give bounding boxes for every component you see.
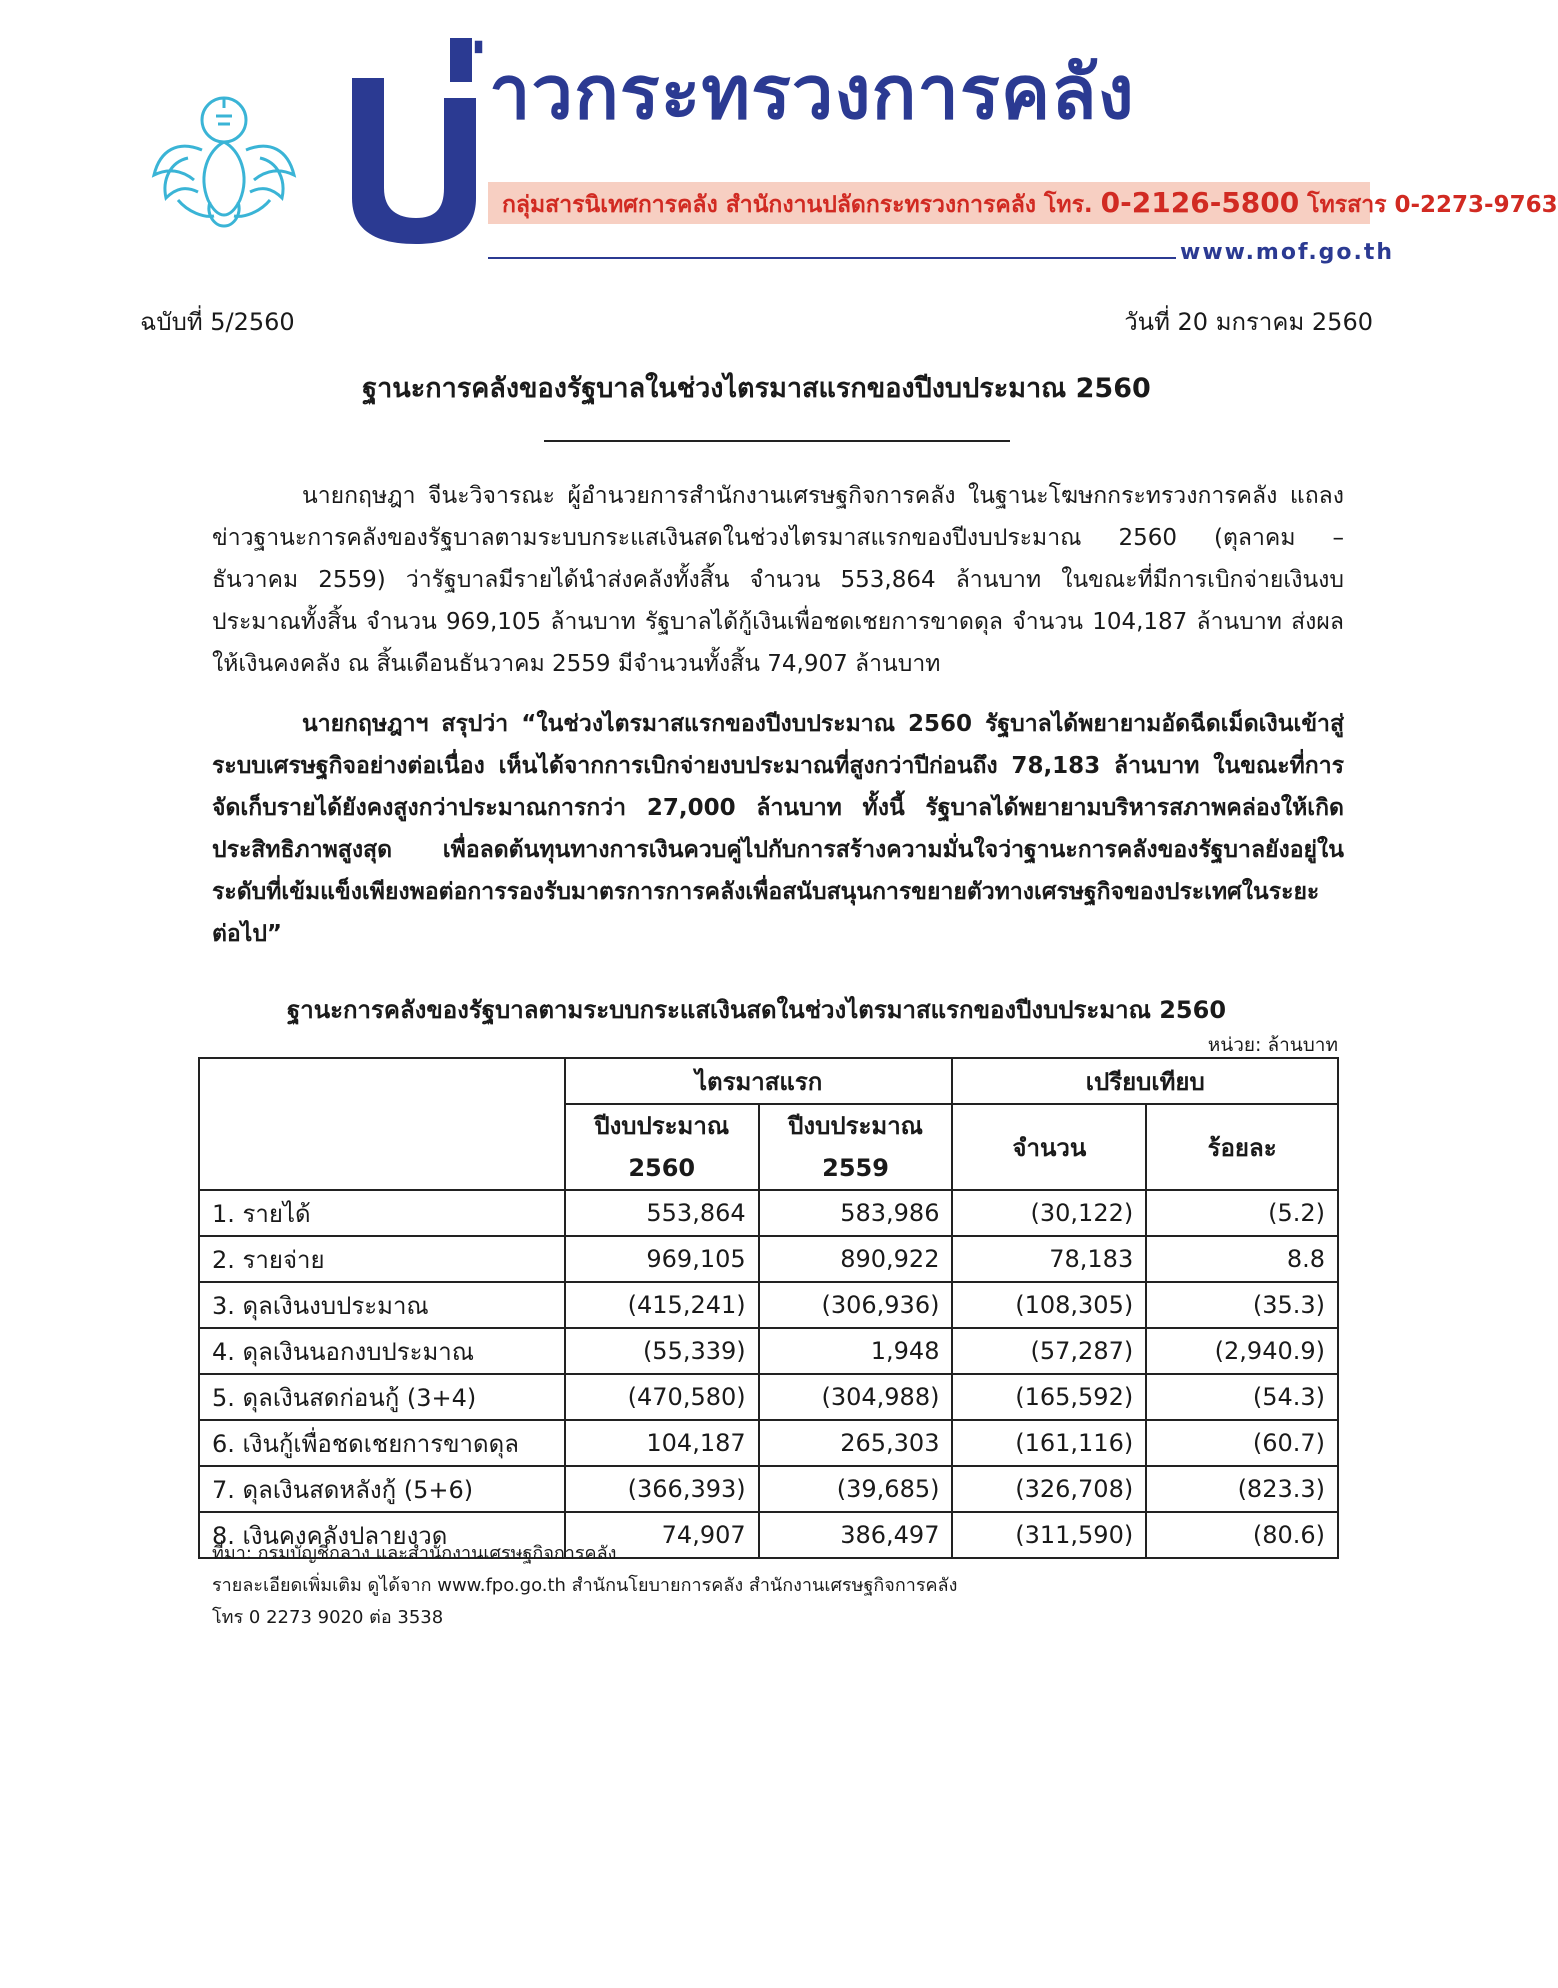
logo-title-text: ่าวกระทรวงการคลัง xyxy=(488,50,1135,136)
cell-amount: (57,287) xyxy=(952,1328,1146,1374)
row-label: 7. ดุลเงินสดหลังกู้ (5+6) xyxy=(199,1466,565,1512)
cell-fy2559: (306,936) xyxy=(759,1282,953,1328)
cell-fy2559: 386,497 xyxy=(759,1512,953,1558)
cell-percent: (35.3) xyxy=(1146,1282,1338,1328)
cell-amount: 78,183 xyxy=(952,1236,1146,1282)
table-row xyxy=(199,1282,1338,1328)
note-details: รายละเอียดเพิ่มเติม ดูได้จาก www.fpo.go.th สำนักนโยบายการคลัง สำนักงานเศรษฐกิจการคลัง xyxy=(212,1575,958,1596)
table-unit: หน่วย: ล้านบาท xyxy=(1207,1034,1338,1056)
cell-percent: (2,940.9) xyxy=(1146,1328,1338,1374)
table-row xyxy=(199,1328,1338,1374)
cell-fy2559: 583,986 xyxy=(759,1190,953,1236)
cell-percent: (54.3) xyxy=(1146,1374,1338,1420)
issue-number: ฉบับที่ 5/2560 xyxy=(140,308,295,336)
cell-fy2560: 104,187 xyxy=(565,1420,759,1466)
header-fy2560 xyxy=(565,1104,759,1190)
header-fy2559-line2: 2559 xyxy=(822,1154,889,1182)
row-label: 3. ดุลเงินงบประมาณ xyxy=(199,1282,565,1328)
cell-percent: (80.6) xyxy=(1146,1512,1338,1558)
header-fy2559 xyxy=(759,1104,953,1190)
cell-amount: (108,305) xyxy=(952,1282,1146,1328)
cell-percent: (60.7) xyxy=(1146,1420,1338,1466)
header-fy2560-line2: 2560 xyxy=(628,1154,696,1182)
cell-amount: (311,590) xyxy=(952,1512,1146,1558)
table-row xyxy=(199,1466,1338,1512)
logo-title xyxy=(488,50,1135,136)
header-rule xyxy=(488,257,1176,259)
cell-amount: (165,592) xyxy=(952,1374,1146,1420)
cell-fy2559: 890,922 xyxy=(759,1236,953,1282)
contact-bar xyxy=(488,182,1558,224)
table-row xyxy=(199,1190,1338,1236)
header-amount: จำนวน xyxy=(952,1104,1146,1190)
footer-notes xyxy=(212,1538,957,1634)
header-fy2560-line1: ปีงบประมาณ xyxy=(594,1112,730,1140)
header-percent: ร้อยละ xyxy=(1146,1104,1338,1190)
fiscal-table xyxy=(198,1057,1339,1559)
paragraph-intro: นายกฤษฎา จีนะวิจารณะ ผู้อำนวยการสำนักงานเศรษฐกิจการคลัง ในฐานะโฆษกกระทรวงการคลัง แถลงข่าวฐานะการคลังของรัฐบาลตามระบบกระแสเงินสดในช่วงไตรมาสแรกของปีงบประมาณ 2560 (ตุลาคม – ธันวาคม 2559) ว่ารัฐบาลมีรายได้นำส่งคลังทั้งสิ้น จำนวน 553,864 ล้านบาท ในขณะที่มีการเบิกจ่ายเงินงบประมาณทั้งสิ้น จำนวน 969,105 ล้านบาท รัฐบาลได้กู้เงินเพื่อชดเชยการขาดดุล จำนวน 104,187 ล้านบาท ส่งผลให้เงินคงคลัง ณ สิ้นเดือนธันวาคม 2559 มีจำนวนทั้งสิ้น 74,907 ล้านบาท xyxy=(212,483,1344,677)
row-label: 8. เงินคงคลังปลายงวด xyxy=(199,1512,565,1558)
header-compare: เปรียบเทียบ xyxy=(952,1058,1338,1104)
note-phone: โทร 0 2273 9020 ต่อ 3538 xyxy=(212,1607,444,1628)
cell-fy2559: 1,948 xyxy=(759,1328,953,1374)
issue-date: วันที่ 20 มกราคม 2560 xyxy=(1124,308,1373,336)
cell-fy2560: (366,393) xyxy=(565,1466,759,1512)
row-label: 2. รายจ่าย xyxy=(199,1236,565,1282)
cell-fy2560: (55,339) xyxy=(565,1328,759,1374)
cell-amount: (161,116) xyxy=(952,1420,1146,1466)
cell-percent: (5.2) xyxy=(1146,1190,1338,1236)
cell-fy2560: 553,864 xyxy=(565,1190,759,1236)
cell-amount: (30,122) xyxy=(952,1190,1146,1236)
cell-fy2559: (304,988) xyxy=(759,1374,953,1420)
header-quarter: ไตรมาสแรก xyxy=(565,1058,953,1104)
row-label: 6. เงินกู้เพื่อชดเชยการขาดดุล xyxy=(199,1420,565,1466)
table-row xyxy=(199,1420,1338,1466)
logo-big-letter-icon xyxy=(344,38,484,248)
cell-fy2560: 969,105 xyxy=(565,1236,759,1282)
contact-prefix: กลุ่มสารนิเทศการคลัง สำนักงานปลัดกระทรวงการคลัง โทร. xyxy=(502,192,1093,218)
website-link[interactable]: www.mof.go.th xyxy=(1180,240,1395,265)
contact-phone: 0-2126-5800 xyxy=(1100,186,1300,219)
cell-percent: 8.8 xyxy=(1146,1236,1338,1282)
cell-amount: (326,708) xyxy=(952,1466,1146,1512)
cell-percent: (823.3) xyxy=(1146,1466,1338,1512)
table-corner-cell xyxy=(199,1058,565,1190)
cell-fy2559: 265,303 xyxy=(759,1420,953,1466)
title-underline xyxy=(544,440,1010,442)
table-row xyxy=(199,1236,1338,1282)
cell-fy2560: (470,580) xyxy=(565,1374,759,1420)
page-title: ฐานะการคลังของรัฐบาลในช่วงไตรมาสแรกของปีงบประมาณ 2560 xyxy=(362,373,1151,404)
cell-fy2560: 74,907 xyxy=(565,1512,759,1558)
cell-fy2559: (39,685) xyxy=(759,1466,953,1512)
table-title: ฐานะการคลังของรัฐบาลตามระบบกระแสเงินสดในช่วงไตรมาสแรกของปีงบประมาณ 2560 xyxy=(286,996,1227,1024)
garuda-seal-icon xyxy=(148,80,300,230)
note-source: ที่มา: กรมบัญชีกลาง และสำนักงานเศรษฐกิจการคลัง xyxy=(212,1543,617,1564)
row-label: 4. ดุลเงินนอกงบประมาณ xyxy=(199,1328,565,1374)
table-row xyxy=(199,1374,1338,1420)
cell-fy2560: (415,241) xyxy=(565,1282,759,1328)
header-fy2559-line1: ปีงบประมาณ xyxy=(788,1112,923,1140)
row-label: 1. รายได้ xyxy=(199,1190,565,1236)
paragraph-summary: นายกฤษฎาฯ สรุปว่า “ในช่วงไตรมาสแรกของปีงบประมาณ 2560 รัฐบาลได้พยายามอัดฉีดเม็ดเงินเข้าสู่ระบบเศรษฐกิจอย่างต่อเนื่อง เห็นได้จากการเบิกจ่ายงบประมาณที่สูงกว่าปีก่อนถึง 78,183 ล้านบาท ในขณะที่การจัดเก็บรายได้ยังคงสูงกว่าประมาณการกว่า 27,000 ล้านบาท ทั้งนี้ รัฐบาลได้พยายามบริหารสภาพคล่องให้เกิดประสิทธิภาพสูงสุด เพื่อลดต้นทุนทางการเงินควบคู่ไปกับการสร้างความมั่นใจว่าฐานะการคลังของรัฐบาลยังอยู่ในระดับที่เข้มแข็งเพียงพอต่อการรองรับมาตรการการคลังเพื่อสนับสนุนการขยายตัวทางเศรษฐกิจของประเทศในระยะต่อไป” xyxy=(212,711,1344,947)
contact-fax: โทรสาร 0-2273-9763 xyxy=(1307,192,1558,218)
row-label: 5. ดุลเงินสดก่อนกู้ (3+4) xyxy=(199,1374,565,1420)
